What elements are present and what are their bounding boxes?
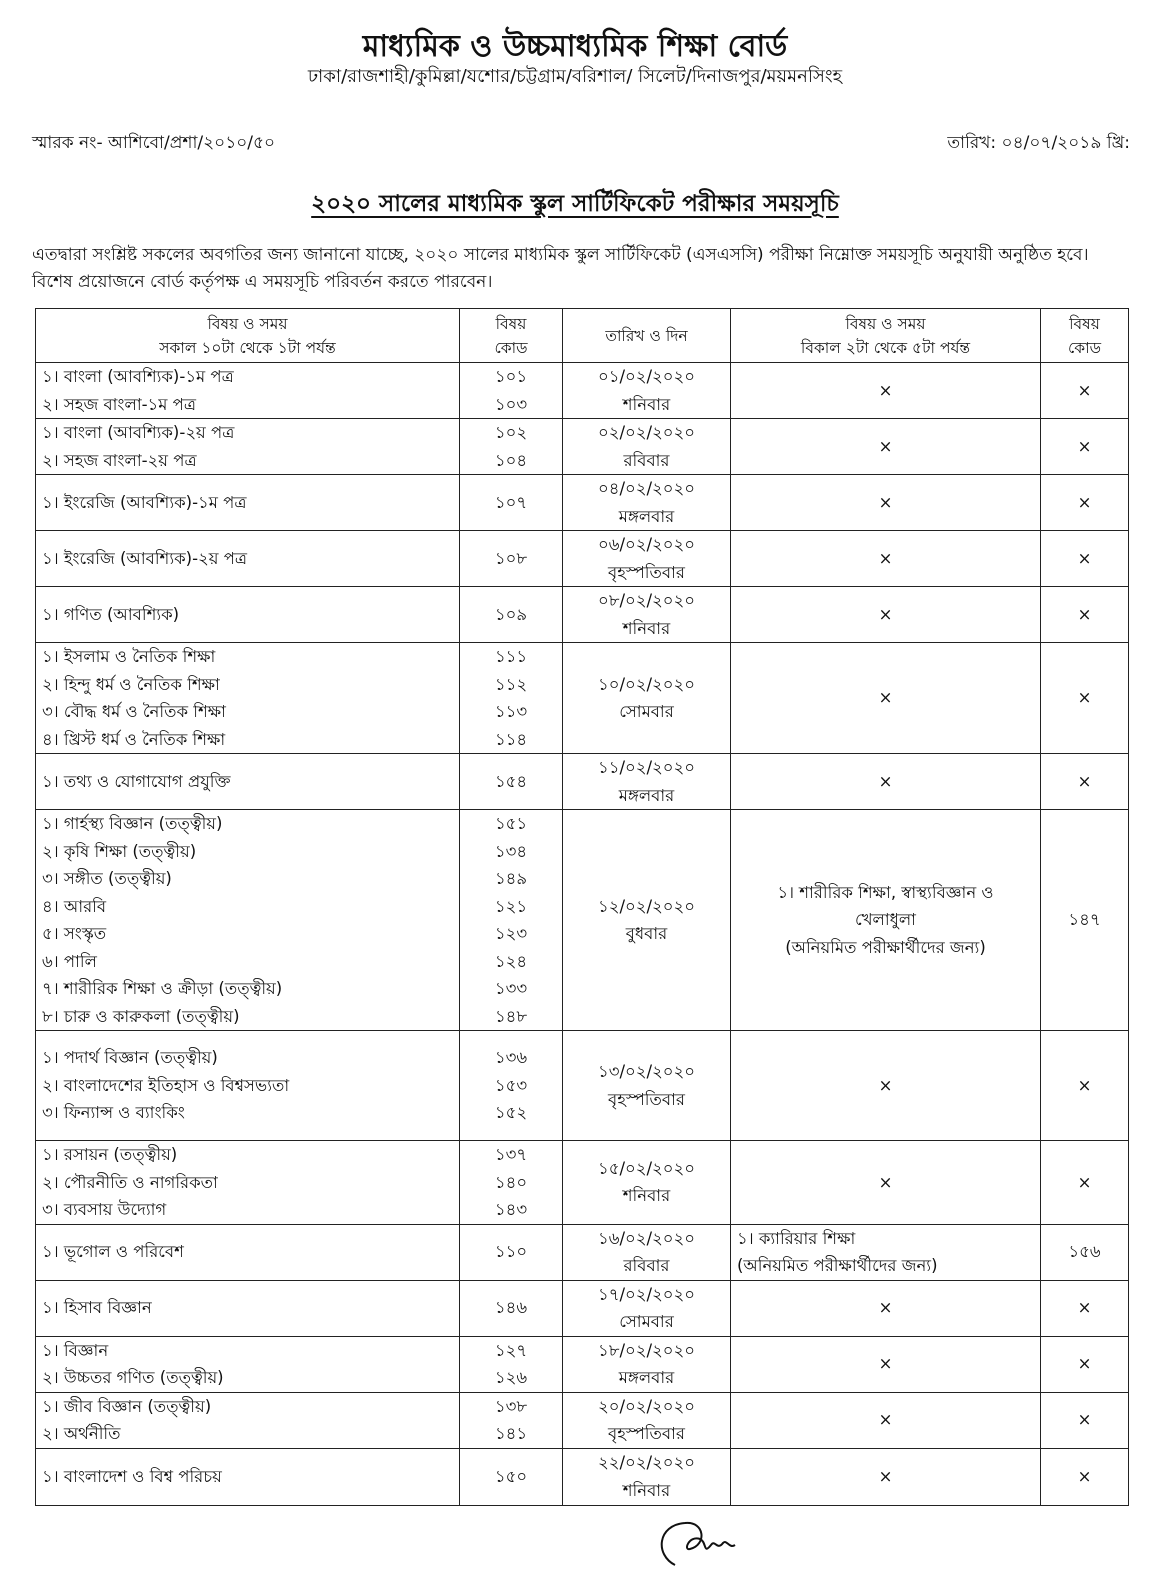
afternoon-subject-cell [731, 363, 1041, 419]
morning-subjects-cell [36, 1280, 460, 1336]
morning-codes-cell [460, 643, 563, 754]
morning-subjects-cell [36, 531, 460, 587]
exam-day: মঙ্গলবার [618, 506, 675, 526]
table-row [36, 531, 1129, 587]
exam-date: ১৮/০২/২০২০ [598, 1340, 695, 1360]
morning-subjects-cell [36, 754, 460, 810]
date-day-cell [563, 1031, 731, 1141]
morning-subjects-cell [36, 1392, 460, 1448]
subject-code: ১৪৯ [494, 869, 528, 888]
subject-item: ১। গার্হস্থ্য বিজ্ঞান (তত্ত্বীয়) [42, 814, 223, 833]
morning-subjects-cell [36, 475, 460, 531]
table-row [36, 643, 1129, 754]
exam-day: বৃহস্পতিবার [608, 1089, 685, 1109]
morning-subjects-cell [36, 1448, 460, 1505]
afternoon-subject-cell [731, 531, 1041, 587]
exam-date: ০৪/০২/২০২০ [598, 479, 695, 498]
subject-code: ১০৮ [494, 548, 528, 568]
exam-day: রবিবার [623, 450, 670, 470]
table-row [36, 475, 1129, 531]
subject-code: ১৫৩ [494, 1075, 528, 1095]
subject-code: ১৫২ [494, 1103, 528, 1123]
afternoon-subject-cell [731, 810, 1041, 1031]
date-day-cell [563, 1392, 731, 1448]
afternoon-code-cell: × [1041, 587, 1129, 643]
afternoon-item: × [878, 771, 893, 791]
date-day-cell [563, 363, 731, 419]
subject-item: ৩। ব্যবসায় উদ্যোগ [42, 1200, 167, 1219]
date-day-cell [563, 1336, 731, 1392]
subject-code: ১৪৬ [494, 1298, 528, 1318]
exam-date: ০৬/০২/২০২০ [598, 535, 695, 554]
header-morning-code: বিষয় কোড [460, 309, 563, 363]
afternoon-subject-cell [731, 475, 1041, 531]
morning-codes-cell [460, 1280, 563, 1336]
date-day-cell [563, 1224, 731, 1280]
subject-item: ৬। পালি [42, 951, 97, 971]
morning-codes-cell [460, 754, 563, 810]
afternoon-subject-cell [731, 587, 1041, 643]
subject-item: ২। সহজ বাংলা-২য় পত্র [42, 450, 197, 470]
subject-item: ২। পৌরনীতি ও নাগরিকতা [42, 1172, 218, 1192]
subject-code: ১১২ [494, 674, 528, 694]
afternoon-item: × [878, 436, 893, 456]
afternoon-code-cell: × [1041, 1448, 1129, 1505]
afternoon-code-cell: ১৪৭ [1041, 810, 1129, 1031]
subject-code: ১৫৪ [494, 771, 528, 791]
exam-date: ১১/০২/২০২০ [598, 758, 695, 777]
morning-subjects-cell [36, 810, 460, 1031]
exam-day: শনিবার [622, 394, 671, 414]
afternoon-subject-cell [731, 643, 1041, 754]
date-day-cell [563, 475, 731, 531]
subject-item: ২। হিন্দু ধর্ম ও নৈতিক শিক্ষা [42, 674, 220, 694]
exam-date: ১০/০২/২০২০ [598, 674, 695, 694]
subject-code: ১৪০ [494, 1172, 528, 1192]
subject-item: ৭। শারীরিক শিক্ষা ও ক্রীড়া (তত্ত্বীয়) [42, 979, 283, 998]
subject-code: ১২৪ [494, 951, 528, 971]
afternoon-subject-cell [731, 1141, 1041, 1225]
morning-codes-cell [460, 1392, 563, 1448]
morning-codes-cell [460, 1336, 563, 1392]
subject-code: ১০৩ [494, 394, 528, 414]
afternoon-subject-cell [731, 1448, 1041, 1505]
subject-code: ১০৭ [494, 492, 528, 512]
exam-date: ১৭/০২/২০২০ [598, 1284, 695, 1304]
afternoon-code-cell: × [1041, 754, 1129, 810]
subject-code: ১১৩ [494, 702, 528, 721]
afternoon-item: × [878, 1075, 893, 1095]
exam-day: বুধবার [625, 924, 668, 943]
notice-date: তারিখ: ০৪/০৭/২০১৯ খ্রি: [947, 133, 1130, 153]
table-row [36, 1031, 1129, 1141]
exam-day: শনিবার [622, 1186, 671, 1206]
table-row [36, 1336, 1129, 1392]
afternoon-subject-cell [731, 1392, 1041, 1448]
afternoon-code-cell: × [1041, 1031, 1129, 1141]
subject-item: ১। তথ্য ও যোগাযোগ প্রযুক্তি [42, 771, 231, 791]
exam-day: মঙ্গলবার [618, 1368, 675, 1387]
subject-code: ১২৭ [494, 1340, 528, 1360]
morning-codes-cell [460, 475, 563, 531]
table-row [36, 419, 1129, 475]
subject-item: ৩। সঙ্গীত (তত্ত্বীয়) [42, 869, 172, 888]
subject-code: ১৩৮ [494, 1396, 528, 1416]
afternoon-item: × [878, 1172, 893, 1192]
subject-item: ৩। বৌদ্ধ ধর্ম ও নৈতিক শিক্ষা [42, 702, 226, 721]
subject-code: ১৪৩ [494, 1200, 528, 1219]
afternoon-code-cell: × [1041, 1280, 1129, 1336]
date-day-cell [563, 1280, 731, 1336]
afternoon-subject-cell [731, 1336, 1041, 1392]
exam-date: ১৫/০২/২০২০ [598, 1158, 695, 1178]
morning-subjects-cell [36, 587, 460, 643]
morning-subjects-cell [36, 363, 460, 419]
date-day-cell [563, 754, 731, 810]
memo-number: স্মারক নং- আশিবো/প্রশা/২০১০/৫০ [32, 133, 276, 153]
afternoon-code-cell: ১৫৬ [1041, 1224, 1129, 1280]
subject-item: ২। অর্থনীতি [42, 1424, 121, 1443]
subject-item: ১। ইংরেজি (আবশ্যিক)-২য় পত্র [42, 548, 248, 568]
morning-codes-cell [460, 531, 563, 587]
afternoon-item: ১। ক্যারিয়ার শিক্ষা [737, 1228, 856, 1248]
table-row [36, 1392, 1129, 1448]
subject-item: ১। বিজ্ঞান [42, 1340, 109, 1360]
exam-date: ১২/০২/২০২০ [598, 896, 695, 916]
morning-codes-cell [460, 810, 563, 1031]
subject-item: ৩। ফিন্যান্স ও ব্যাংকিং [42, 1103, 185, 1123]
exam-date: ০১/০২/২০২০ [598, 367, 695, 386]
subject-item: ১। পদার্থ বিজ্ঞান (তত্ত্বীয়) [42, 1048, 218, 1068]
afternoon-item: (অনিয়মিত পরীক্ষার্থীদের জন্য) [785, 937, 986, 957]
afternoon-code-cell: × [1041, 643, 1129, 754]
subject-item: ১। গণিত (আবশ্যিক) [42, 604, 180, 624]
subject-code: ১২১ [494, 896, 528, 916]
afternoon-code-cell: × [1041, 419, 1129, 475]
subject-item: ২। বাংলাদেশের ইতিহাস ও বিশ্বসভ্যতা [42, 1075, 290, 1095]
afternoon-subject-cell [731, 1224, 1041, 1280]
subject-code: ১০১ [494, 367, 528, 386]
afternoon-subject-cell [731, 1031, 1041, 1141]
morning-subjects-cell [36, 1224, 460, 1280]
table-row [36, 363, 1129, 419]
exam-day: রবিবার [623, 1256, 670, 1275]
afternoon-subject-cell [731, 1280, 1041, 1336]
afternoon-item: × [878, 492, 893, 512]
document-title-text: ২০২০ সালের মাধ্যমিক স্কুল সার্টিফিকেট পরীক্ষার সময়সূচি [311, 191, 839, 217]
afternoon-code-cell: × [1041, 1392, 1129, 1448]
afternoon-item: × [878, 1354, 893, 1374]
exam-date: ২০/০২/২০২০ [598, 1396, 695, 1416]
table-header-row [36, 309, 1129, 363]
afternoon-item: × [878, 380, 893, 400]
afternoon-item: × [878, 1410, 893, 1430]
date-day-cell [563, 531, 731, 587]
afternoon-item: (অনিয়মিত পরীক্ষার্থীদের জন্য) [737, 1256, 938, 1275]
table-row [36, 1141, 1129, 1225]
morning-subjects-cell [36, 1336, 460, 1392]
afternoon-code-cell: × [1041, 363, 1129, 419]
date-day-cell [563, 1448, 731, 1505]
afternoon-code-cell: × [1041, 475, 1129, 531]
date-day-cell [563, 643, 731, 754]
subject-item: ১। ইসলাম ও নৈতিক শিক্ষা [42, 647, 216, 666]
exam-day: সোমবার [619, 702, 674, 721]
table-row [36, 810, 1129, 1031]
subject-item: ২। সহজ বাংলা-১ম পত্র [42, 394, 196, 414]
exam-date: ১৩/০২/২০২০ [598, 1062, 695, 1081]
subject-item: ১। ইংরেজি (আবশ্যিক)-১ম পত্র [42, 492, 247, 512]
subject-item: ১। জীব বিজ্ঞান (তত্ত্বীয়) [42, 1396, 212, 1416]
subject-code: ১০৯ [494, 604, 528, 624]
subject-code: ১০৪ [494, 450, 528, 470]
afternoon-item: × [878, 1298, 893, 1318]
date-day-cell [563, 810, 731, 1031]
subject-item: ১। হিসাব বিজ্ঞান [42, 1298, 152, 1318]
table-row [36, 587, 1129, 643]
date-day-cell [563, 419, 731, 475]
exam-day: মঙ্গলবার [618, 785, 675, 805]
table-row [36, 754, 1129, 810]
afternoon-code-cell: × [1041, 531, 1129, 587]
exam-day: বৃহস্পতিবার [608, 562, 685, 582]
subject-code: ১৩৪ [494, 841, 528, 861]
intro-paragraph: এতদ্বারা সংশ্লিষ্ট সকলের অবগতির জন্য জানানো যাচ্ছে, ২০২০ সালের মাধ্যমিক স্কুল সার্টিফিকেট (এসএসসি) পরীক্ষা নিম্নোক্ত সময়সূচি অনুযায়ী অনুষ্ঠিত হবে। বিশেষ প্রয়োজনে বোর্ড কর্তৃপক্ষ এ সময়সূচি পরিবর্তন করতে পারবেন। [32, 245, 1089, 292]
morning-subjects-cell [36, 1031, 460, 1141]
subject-code: ১৩৩ [494, 979, 528, 998]
morning-subjects-cell [36, 643, 460, 754]
signature [645, 1515, 745, 1569]
afternoon-item: খেলাধুলা [855, 910, 916, 930]
exam-day: বৃহস্পতিবার [608, 1424, 685, 1443]
board-title: মাধ্যমিক ও উচ্চমাধ্যমিক শিক্ষা বোর্ড [362, 29, 788, 64]
morning-subjects-cell [36, 419, 460, 475]
subject-code: ১০২ [494, 423, 528, 442]
subject-code: ১৩৬ [494, 1048, 528, 1068]
exam-date: ১৬/০২/২০২০ [598, 1228, 695, 1248]
document-title [0, 185, 1150, 224]
table-body [36, 363, 1129, 1506]
morning-codes-cell [460, 1448, 563, 1505]
subject-code: ১২৬ [494, 1368, 528, 1387]
exam-day: শনিবার [622, 1480, 671, 1500]
exam-day: শনিবার [622, 618, 671, 638]
afternoon-code-cell: × [1041, 1336, 1129, 1392]
afternoon-item: × [878, 548, 893, 568]
subject-code: ১৪৮ [494, 1006, 528, 1026]
subject-item: ১। বাংলা (আবশ্যিক)-১ম পত্র [42, 367, 234, 386]
subject-code: ১১৪ [494, 729, 528, 749]
morning-subjects-cell [36, 1141, 460, 1225]
exam-date: ০২/০২/২০২০ [598, 423, 695, 442]
morning-codes-cell [460, 587, 563, 643]
subject-item: ৮। চারু ও কারুকলা (তত্ত্বীয়) [42, 1006, 240, 1026]
afternoon-item: ১। শারীরিক শিক্ষা, স্বাস্থ্যবিজ্ঞান ও [777, 882, 994, 902]
morning-codes-cell [460, 419, 563, 475]
morning-codes-cell [460, 363, 563, 419]
subject-code: ১২৩ [494, 924, 528, 943]
afternoon-item: × [878, 604, 893, 624]
header-afternoon-code: বিষয় কোড [1041, 309, 1129, 363]
date-day-cell [563, 1141, 731, 1225]
board-list: ঢাকা/রাজশাহী/কুমিল্লা/যশোর/চট্টগ্রাম/বরিশাল/ সিলেট/দিনাজপুর/ময়মনসিংহ [307, 66, 843, 87]
exam-day: সোমবার [619, 1312, 674, 1331]
morning-codes-cell [460, 1031, 563, 1141]
header-afternoon-subject: বিষয় ও সময় বিকাল ২টা থেকে ৫টা পর্যন্ত [731, 309, 1041, 363]
subject-item: ১। বাংলাদেশ ও বিশ্ব পরিচয় [42, 1466, 222, 1486]
subject-item: ১। বাংলা (আবশ্যিক)-২য় পত্র [42, 423, 235, 442]
subject-item: ২। উচ্চতর গণিত (তত্ত্বীয়) [42, 1368, 224, 1387]
subject-item: ৫। সংস্কৃত [42, 924, 107, 943]
subject-code: ১৩৭ [494, 1145, 528, 1164]
subject-item: ৪। খ্রিস্ট ধর্ম ও নৈতিক শিক্ষা [42, 729, 226, 749]
table-row [36, 1280, 1129, 1336]
exam-date: ২২/০২/২০২০ [598, 1453, 695, 1472]
table-row [36, 1448, 1129, 1505]
afternoon-item: × [878, 1466, 893, 1486]
subject-code: ১৫১ [494, 814, 528, 833]
table-row [36, 1224, 1129, 1280]
subject-item: ২। কৃষি শিক্ষা (তত্ত্বীয়) [42, 841, 197, 861]
morning-codes-cell [460, 1224, 563, 1280]
afternoon-subject-cell [731, 754, 1041, 810]
header-morning-subject: বিষয় ও সময় সকাল ১০টা থেকে ১টা পর্যন্ত [36, 309, 460, 363]
subject-code: ১৪১ [494, 1424, 528, 1443]
date-day-cell [563, 587, 731, 643]
subject-item: ১। রসায়ন (তত্ত্বীয়) [42, 1145, 178, 1164]
afternoon-code-cell: × [1041, 1141, 1129, 1225]
exam-schedule-table [35, 308, 1129, 1506]
subject-code: ১৫০ [494, 1466, 528, 1486]
subject-item: ১। ভূগোল ও পরিবেশ [42, 1242, 184, 1262]
exam-date: ০৮/০২/২০২০ [598, 591, 695, 610]
subject-code: ১১০ [494, 1242, 528, 1262]
afternoon-item: × [878, 688, 893, 708]
afternoon-subject-cell [731, 419, 1041, 475]
morning-codes-cell [460, 1141, 563, 1225]
header-date-day: তারিখ ও দিন [563, 309, 731, 363]
subject-code: ১১১ [494, 647, 528, 666]
subject-item: ৪। আরবি [42, 896, 107, 916]
